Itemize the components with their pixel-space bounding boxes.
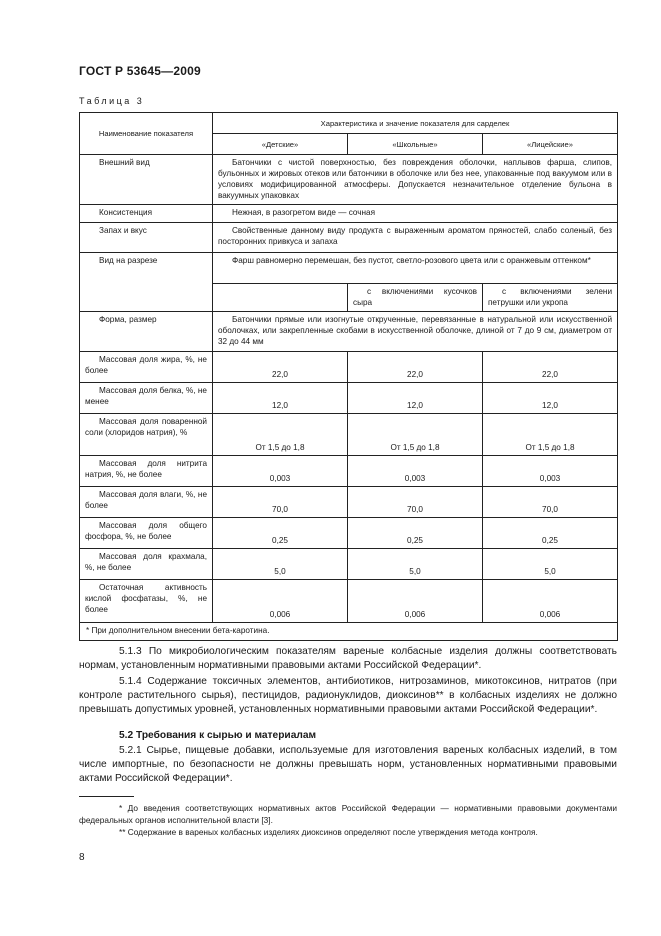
footnote-divider	[79, 796, 134, 797]
row-name: Форма, размер	[80, 312, 213, 352]
row-value: Батончики прямые или изогнутые открученные, перевязанные в натуральной или искусственной оболочках, или закрепленные скобами в искусственной оболочке, длиной от 7 до 9 см, диаметром от 32 до 44 мм	[213, 312, 618, 352]
row-name: Массовая доля белка, %, не менее	[80, 383, 213, 414]
col-header-litseiskie: «Лицейские»	[483, 134, 618, 155]
table-caption: Таблица 3	[79, 96, 145, 106]
cell-value: 22,0	[213, 352, 348, 383]
cell-value: 5,0	[213, 549, 348, 580]
row-name: Массовая доля общего фосфора, %, не более	[80, 518, 213, 549]
cell-value: 0,003	[348, 456, 483, 487]
cell-value: 5,0	[348, 549, 483, 580]
cell-value: 12,0	[348, 383, 483, 414]
row-value: Фарш равномерно перемешан, без пустот, светло-розового цвета или с оранжевым оттенком*	[213, 253, 618, 284]
table-row	[80, 549, 618, 580]
table-row	[80, 312, 618, 352]
table-row	[80, 487, 618, 518]
cell-detskie-empty	[213, 284, 348, 312]
cell-value: От 1,5 до 1,8	[483, 414, 618, 456]
table-row	[80, 205, 618, 223]
cell-value: 0,003	[213, 456, 348, 487]
table-row	[80, 253, 618, 284]
cell-value: 0,006	[213, 580, 348, 623]
cell-value: 5,0	[483, 549, 618, 580]
cell-value: 0,006	[483, 580, 618, 623]
cell-value: От 1,5 до 1,8	[348, 414, 483, 456]
cell-shkolnye-cut: с включениями кусочков сыра	[348, 284, 483, 312]
row-name: Массовая доля влаги, %, не более	[80, 487, 213, 518]
cell-value: 0,25	[483, 518, 618, 549]
cell-value: 0,006	[348, 580, 483, 623]
cell-value: 0,25	[213, 518, 348, 549]
row-name: Массовая доля крахмала, %, не более	[80, 549, 213, 580]
footnote-2: ** Содержание в вареных колбасных изделиях диоксинов определяют после утверждения метода контроля.	[119, 827, 538, 837]
col-header-name: Наименование показателя	[80, 113, 213, 155]
row-value: Свойственные данному виду продукта с выраженным ароматом пряностей, слабо соленый, без посторонних привкуса и запаха	[213, 223, 618, 253]
table-row	[80, 155, 618, 205]
cell-value: 22,0	[348, 352, 483, 383]
table-row	[80, 580, 618, 623]
table-row	[80, 518, 618, 549]
table-row	[80, 383, 618, 414]
cell-value: 0,25	[348, 518, 483, 549]
row-name: Вид на разрезе	[80, 253, 213, 284]
row-name-empty	[80, 284, 213, 312]
paragraph-5-2-1: 5.2.1 Сырье, пищевые добавки, используемые для изготовления вареных колбасных изделий, в том числе импортные, по безопасности не должны превышать норм, установленных нормативными правовыми актами Российской Федерации*.	[79, 745, 617, 784]
table-row	[80, 223, 618, 253]
paragraph-5-1-4: 5.1.4 Содержание токсичных элементов, антибиотиков, нитрозаминов, микотоксинов, нитратов (при контроле растительного сырья), пестицидов, радионуклидов, диоксинов** в колбасных изделиях не должно превышать допустимых уровней, установленных нормативными правовыми актами Российской Федерации*.	[79, 676, 617, 715]
cell-value: 70,0	[483, 487, 618, 518]
row-name: Запах и вкус	[80, 223, 213, 253]
cell-value: От 1,5 до 1,8	[213, 414, 348, 456]
row-value: Батончики с чистой поверхностью, без повреждения оболочки, наплывов фарша, слипов, бульонных и жировых отеков или батончики в оболочке или без нее, упакованные под вакуумом или в условиях модифицированной атмосферы. Допускается незначительное отделение бульона в вакуумных упаковках	[213, 155, 618, 205]
table-footnote: * При дополнительном внесении бета-каротина.	[80, 623, 618, 641]
cell-value: 12,0	[213, 383, 348, 414]
document-code: ГОСТ Р 53645—2009	[79, 64, 201, 78]
table-row	[80, 284, 618, 312]
paragraph-5-1-3: 5.1.3 По микробиологическим показателям вареные колбасные изделия должны соответствовать нормам, установленным нормативными правовыми актами Российской Федерации*.	[79, 646, 617, 671]
row-name: Массовая доля поваренной соли (хлоридов натрия), %	[80, 414, 213, 456]
footnote-1: * До введения соответствующих нормативных актов Российской Федерации — нормативными правовыми документами федеральных органов исполнительной власти [3].	[79, 803, 617, 825]
cell-litseiskie-cut: с включениями зелени петрушки или укропа	[483, 284, 618, 312]
cell-value: 22,0	[483, 352, 618, 383]
indicators-table	[79, 112, 618, 641]
table-footnote-row	[80, 623, 618, 641]
table-row	[80, 414, 618, 456]
row-name: Массовая доля жира, %, не более	[80, 352, 213, 383]
section-heading-5-2: 5.2 Требования к сырью и материалам	[119, 730, 317, 741]
page-number: 8	[79, 852, 85, 863]
cell-value: 0,003	[483, 456, 618, 487]
cell-value: 70,0	[348, 487, 483, 518]
table-row	[80, 352, 618, 383]
col-header-shkolnye: «Школьные»	[348, 134, 483, 155]
row-name: Остаточная активность кислой фосфатазы, %, не более	[80, 580, 213, 623]
table-row	[80, 456, 618, 487]
row-name: Массовая доля нитрита натрия, %, не более	[80, 456, 213, 487]
col-header-group: Характеристика и значение показателя для сарделек	[213, 113, 618, 134]
row-name: Консистенция	[80, 205, 213, 223]
row-name: Внешний вид	[80, 155, 213, 205]
cell-value: 12,0	[483, 383, 618, 414]
col-header-detskie: «Детские»	[213, 134, 348, 155]
cell-value: 70,0	[213, 487, 348, 518]
row-value: Нежная, в разогретом виде — сочная	[213, 205, 618, 223]
